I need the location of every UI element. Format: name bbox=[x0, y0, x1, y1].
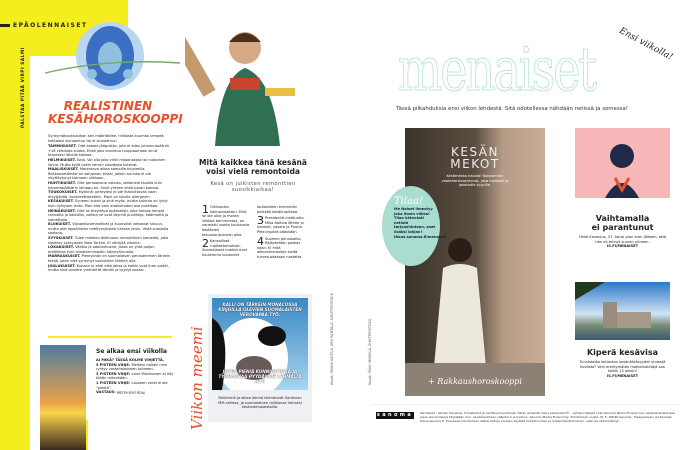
sunset-chair-photo bbox=[40, 345, 86, 450]
entry-month: HEINÄKUISET. bbox=[48, 208, 76, 213]
item-text: Suomen peruskallio. Räjäytetään paskax vaan. Ei mitä akkuminerasleja sieltä turvesuotakaan nostetta. bbox=[257, 236, 303, 259]
entry-text: Myönnä: pirteytesi ei ole ihastuttavaa vaan ärsyttävää, konkreettisestikin. Moni on sinulle allerginen. bbox=[48, 190, 157, 199]
hint-text: Lauseen verbi ei ole "pidetä". bbox=[96, 380, 168, 390]
horoscope-entry bbox=[48, 181, 172, 190]
footer-text: Me Naiset - lehden tilaukset, hinnatiedot ja osoitteenmuutokset: Katso lehdestä oleva palvelukortti. - Lehden tilaajat ovat Sanoma Media Finland Oy:n asiakasrekisterissä, jossa olevia tietoja käytetään mm. asiakassuhteen ylläpitoon ja hoitoon. Sanoma Media Finland Oy, Toimituksen osoite: PL 5, 00040 Sanoma. Tilaajapalvelu ja tilaukset: tilaus.sanoma.fi. Tilauksesi toimituksen lisäksi tietoja voidaan käyttää markkinointiin ja mielipidetutkimuksiin, ellet ole sitä kieltänyt. bbox=[420, 411, 676, 423]
hint-label: 3 PISTEEN VIHJE: bbox=[96, 371, 131, 376]
feature-extra: + Rakkaushoroskooppi bbox=[428, 377, 522, 386]
hint-text: Lauri Markkanen ei liity tähän mitenkään. bbox=[96, 371, 174, 381]
man-with-tools-photo bbox=[185, 18, 305, 146]
hint-label: 1 PISTEEN VIHJE: bbox=[96, 380, 131, 385]
horoscope-entry bbox=[48, 167, 172, 181]
entry-text: Kala. Voi olla joko viriili mijoonakala tai ruotoinen lahna. Mutta kyllä nekin kerran vuodessa kutevat. bbox=[48, 157, 166, 167]
entry-month: JOULUKUISET. bbox=[48, 263, 76, 268]
horoscope-entry bbox=[48, 245, 172, 254]
footer-divider bbox=[372, 404, 678, 405]
horoscope-body bbox=[48, 134, 172, 273]
puzzle-box bbox=[96, 348, 174, 395]
meme-label: Viikon meemi bbox=[188, 326, 206, 430]
feature-title-1: KESÄN bbox=[451, 145, 499, 159]
meme-card bbox=[208, 294, 312, 422]
entry-text: Tulee mieleen ällöhuono romanttinen komedia, joka sijoittuu syksyiseen New Yorkiin. Ei väräytä viisaria. bbox=[48, 236, 168, 245]
hint-text: Melkein naisen nimi ryhtyy vastahakoiseen toimeen. bbox=[96, 362, 168, 372]
columnist-credit: PALSTAA PITÄÄ VIRPI SALMI bbox=[20, 47, 25, 128]
entry-month: MAALISKUISET. bbox=[48, 167, 79, 172]
hint-label: 5 PISTEEN VIHJE: bbox=[96, 362, 131, 367]
story1-title-2: ei parantunut bbox=[591, 223, 654, 232]
entry-month: LOKAKUISET. bbox=[48, 245, 75, 250]
item-number: 3 bbox=[257, 214, 264, 228]
yellow-side-strip bbox=[0, 0, 30, 450]
divider bbox=[48, 336, 172, 338]
horoscope-entry bbox=[48, 199, 172, 208]
entry-text: Viljapelloromantiikat ja kuunsillat vetoavat sinuun, mutta olet lapsellisten mieltymyksiesi kanssa yksin. Vedä suosiolla soolona. bbox=[48, 222, 169, 236]
section-label: EPÄOLENNAISET bbox=[13, 22, 88, 29]
magazine-logo: menaiset bbox=[398, 35, 595, 105]
photo-credit-right: Kuvat: PÄIVI HEIKKILÄ, SHUTTERSTOCK bbox=[368, 318, 372, 385]
renovation-article bbox=[188, 158, 318, 193]
renovation-item bbox=[202, 205, 251, 237]
bubble-text: Me Naiset ilmestyy joka ilmen viikko! Tilaa kätevästi netistä tarjoushintaan, saat lisäksi lahjan! tilaus.sanoma.fi/menaiset bbox=[394, 207, 447, 239]
renovation-item bbox=[257, 216, 306, 234]
puzzle-hint bbox=[96, 372, 174, 381]
meme-caption: Pelilehmä ja aikea lehmä törmäsivät Sardinian MM-rallissa, ja suomalainen rallikansa riehaksi keskustelupalstoilla. bbox=[218, 396, 302, 410]
entry-month: TAMMIKUISET. bbox=[48, 144, 77, 149]
horoscope-entry bbox=[48, 158, 172, 167]
feature-title-2: MEKOT bbox=[450, 157, 500, 171]
renovation-item bbox=[257, 234, 306, 260]
sad-woman-illustration bbox=[575, 128, 670, 198]
entry-month: ELOKUISET. bbox=[48, 222, 71, 227]
entry-text: Välitila ja odotushuone, jossa on yhtä paljon erotiikkaa kuin lainatermiinaalin käyvtyhinnalla. bbox=[48, 245, 155, 254]
castle-photo bbox=[575, 282, 670, 340]
story2-link[interactable]: IS.FI/MENAISET bbox=[606, 373, 639, 378]
summer-dresses-photo bbox=[405, 128, 545, 396]
item-number: 1 bbox=[202, 203, 209, 216]
item-text: Kansalliset rupikattomukset. Suomalaiset miehet ovat kuulemma toivoneet lautasilleen enemmän pelkkää kesäkurpitsaa. bbox=[202, 205, 299, 257]
puzzle-title: Se alkaa ensi viikolla bbox=[96, 348, 167, 355]
puzzle-lead: AI MIKÄ? TÄSSÄ KOLME VIHJETTÄ. bbox=[96, 358, 165, 362]
horoscope-title: REALISTINEN KESÄHOROSKOOPPI bbox=[48, 99, 183, 126]
entry-month: HELMIKUISET. bbox=[48, 157, 76, 162]
bubble-title: Tilaa! bbox=[394, 196, 424, 207]
castle-icon bbox=[575, 282, 670, 340]
item-number: 2 bbox=[202, 237, 209, 251]
entry-text: Olet se ärsyttävä epärealisti, joka haluaa lempiä rannoilla ja kallioilla, vaikka ne ovat täynnä punkkeja, käärmeitä ja somettajia. bbox=[48, 208, 169, 222]
woman-illustration-icon bbox=[575, 128, 670, 198]
subscribe-bubble[interactable] bbox=[382, 186, 447, 266]
item-number: 4 bbox=[257, 234, 264, 248]
side-story-2 bbox=[575, 348, 670, 378]
entry-text: Marentava aikaa samoilla kirjaimilla. Rakkausetämäsi on sohjoinen tiistai, jolloin aurinko ei ole näyttäytynyt kolmeen viikkoon. bbox=[48, 167, 151, 181]
story2-text: Tunnistatko kotimaan kesänähtävyydet yhdestä kuvasta? Vain erehtymätön matkailutietäjä saa kaikki 12 oikein! bbox=[579, 360, 666, 374]
renovation-title-1: Mitä kaikkea tänä kesänä bbox=[199, 158, 307, 167]
puzzle-hint bbox=[96, 381, 174, 390]
item-text: Olkiluodon kolmosreaktori. Eikö se ole ollut jo monta viikkoa toiminnassa, on varmasti useita kuukausia kestävien takuukorjauksien aika. bbox=[202, 205, 250, 237]
entry-text: Pimeyshän on suomalaisen perusiemmen tärkein tekijä, joten olet syntynyt suotuisten tähtien alla. bbox=[48, 254, 171, 264]
entry-text: Kukaan ei ehdi eikä jaksa ja kaikki ovat ihan poikki, mutta sinä onneksi ymmärrät tämän ja tyydyt osaasi. bbox=[48, 263, 170, 273]
story1-link[interactable]: IS.FI/MENAISET bbox=[606, 244, 639, 249]
feature-text: Kesämekko hausta! Kokosimme vaatehankaosimmat, joka meikaisi ja jokaiselle tyypille. bbox=[441, 174, 509, 188]
right-subtitle: Tässä pilkahduksia ensi viikon lehdestä. Sitä odotellessa nähdään netissä ja somessa! bbox=[396, 106, 628, 112]
entry-month: KESÄKUISET. bbox=[48, 199, 74, 204]
entry-text: Syneeni kukkii ja sinä myös, mutta kukinta on lyhyt kuin hyttysen lento. Pian olet vain erottumaton osa puskikoa. bbox=[48, 199, 168, 208]
horoscope-entry bbox=[48, 144, 172, 158]
photo-credit-left: Kuvat: RIIKKA KAITILA, IIRO RANTALA, SHUTTERSTOCK bbox=[330, 293, 334, 385]
horoscope-entry bbox=[48, 209, 172, 223]
entry-month: MARRASKUISET. bbox=[48, 254, 81, 259]
zodiac-woman-illustration bbox=[40, 18, 180, 98]
puzzle-answer: Pidä sinä kesää bbox=[116, 390, 145, 395]
entry-text: Olet katsea jääpuikko, jota ei edes juhannussää eli +16 celsiusta sulata. Ehkä joku onnistuu tuuppaamaan sinut tarpeeksi lähelle kokkoa. bbox=[48, 144, 170, 158]
puzzle-hint bbox=[96, 363, 174, 372]
story1-text: Heidi Kavonius, 37, tajusi pian eron jälkeen, että hän oli tehnyt suuren virheen. bbox=[578, 235, 667, 244]
answer-label: VASTAUS: bbox=[96, 390, 116, 395]
sanoma-logo: sanoma bbox=[376, 412, 414, 418]
horoscope-entry bbox=[48, 264, 172, 273]
side-story-1 bbox=[575, 214, 670, 249]
horoscope-entry bbox=[48, 190, 172, 199]
entry-text: Olet persoonana valoisa, sellainela tavalla kuin hammaslääkärin lamppu on. Sovit yhteen ehkä paran kanssa. bbox=[48, 180, 162, 190]
item-text: Presidentti-instituutio. Mika Aaltola lähtee jo haalarit, vasara ja Puuha-Pete-kypärä päässään. bbox=[257, 216, 305, 234]
horoscope-entry bbox=[48, 222, 172, 236]
renovation-subtitle: Kesä on julkisten remonttien suosikkiaikaa! bbox=[210, 181, 296, 193]
meme-top-text: KALLI ON TÄRKEIN MONACOSSA KIRJOILLA OLEVIEN SUOMALAISTEN VEROVAPAA TYÖ. bbox=[218, 302, 302, 317]
cow-meme-image bbox=[212, 298, 308, 390]
horoscope-intro: Syntymäkuukausihan sen määrittelee, millaista kuumaa lempeä kohtalosi siunaantuu tai ei siunaannu! bbox=[48, 134, 164, 143]
entry-month: HUHTIKUISET. bbox=[48, 180, 77, 185]
meme-bottom-text: JOTEN PIENIÄ KUNNIOITUSTA JA TYÖRAUHAA PYYDÄMME LEHMÄLTÄ NYT. bbox=[218, 369, 302, 384]
entry-month: TOUKOKUISET. bbox=[48, 190, 78, 195]
entry-month: SYYSKUISET. bbox=[48, 236, 74, 241]
horoscope-entry bbox=[48, 254, 172, 263]
kicker: Ensi viikolla! bbox=[617, 26, 675, 63]
story2-title: Kiperä kesävisa bbox=[586, 348, 659, 357]
section-bar bbox=[0, 24, 10, 27]
renovation-title-2: voisi vielä remontoida bbox=[206, 167, 300, 176]
horoscope-entry bbox=[48, 236, 172, 245]
story1-title-1: Vaihtamalla bbox=[595, 214, 650, 223]
